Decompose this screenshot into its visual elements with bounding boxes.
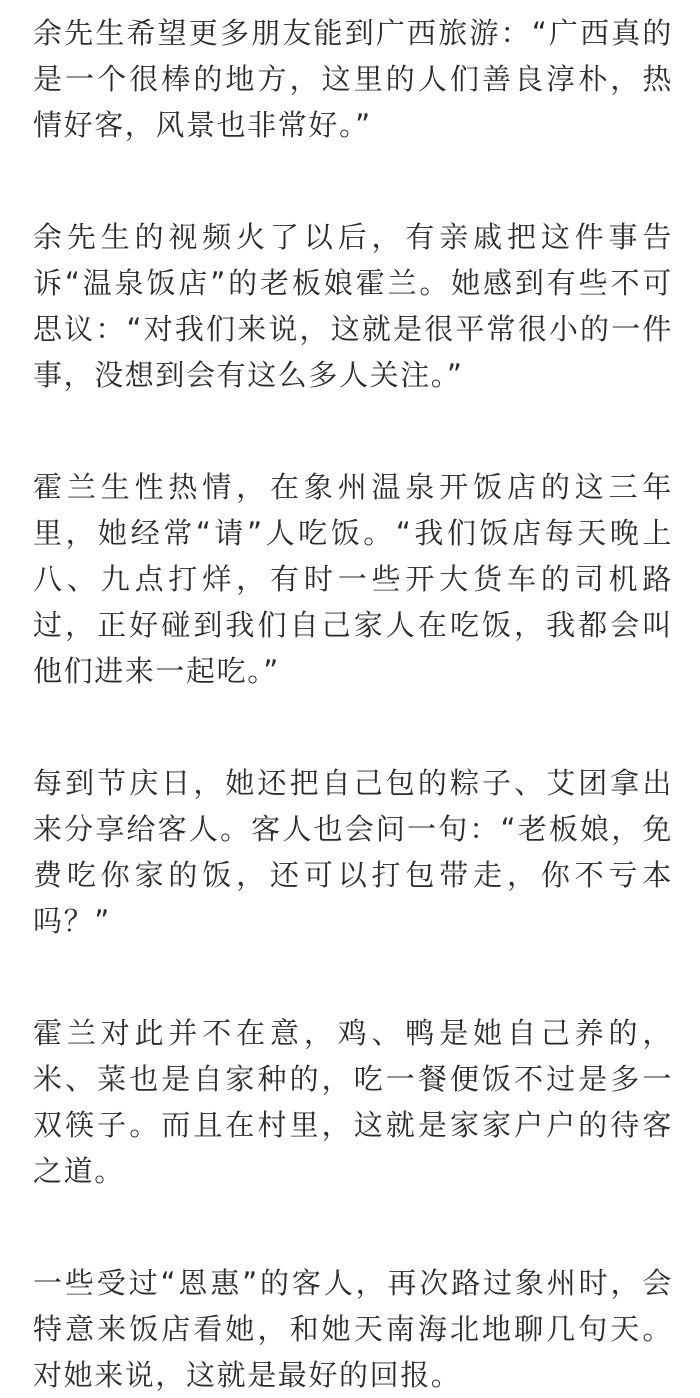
- article-paragraph: 每到节庆日，她还把自己包的粽子、艾团拿出来分享给客人。客人也会问一句：“老板娘，免费吃你家的饭，还可以打包带走，你不亏本吗？”: [33, 766, 673, 938]
- article-paragraph: 余先生希望更多朋友能到广西旅游：“广西真的是一个很棒的地方，这里的人们善良淳朴，热情好客，风景也非常好。”: [33, 16, 673, 142]
- article-paragraph: 霍兰对此并不在意，鸡、鸭是她自己养的，米、菜也是自家种的，吃一餐便饭不过是多一双筷子。而且在村里，这就是家家户户的待客之道。: [33, 1016, 673, 1188]
- article-paragraph: 余先生的视频火了以后，有亲戚把这件事告诉“温泉饭店”的老板娘霍兰。她感到有些不可思议：“对我们来说，这就是很平常很小的一件事，没想到会有这么多人关注。”: [33, 220, 673, 392]
- article-paragraph: 霍兰生性热情，在象州温泉开饭店的这三年里，她经常“请”人吃饭。“我们饭店每天晚上八、九点打烊，有时一些开大货车的司机路过，正好碰到我们自己家人在吃饭，我都会叫他们进来一起吃。”: [33, 470, 673, 688]
- article-body: [33, 10, 673, 1398]
- article-paragraph: 一些受过“恩惠”的客人，再次路过象州时，会特意来饭店看她，和她天南海北地聊几句天。对她来说，这就是最好的回报。: [33, 1266, 673, 1392]
